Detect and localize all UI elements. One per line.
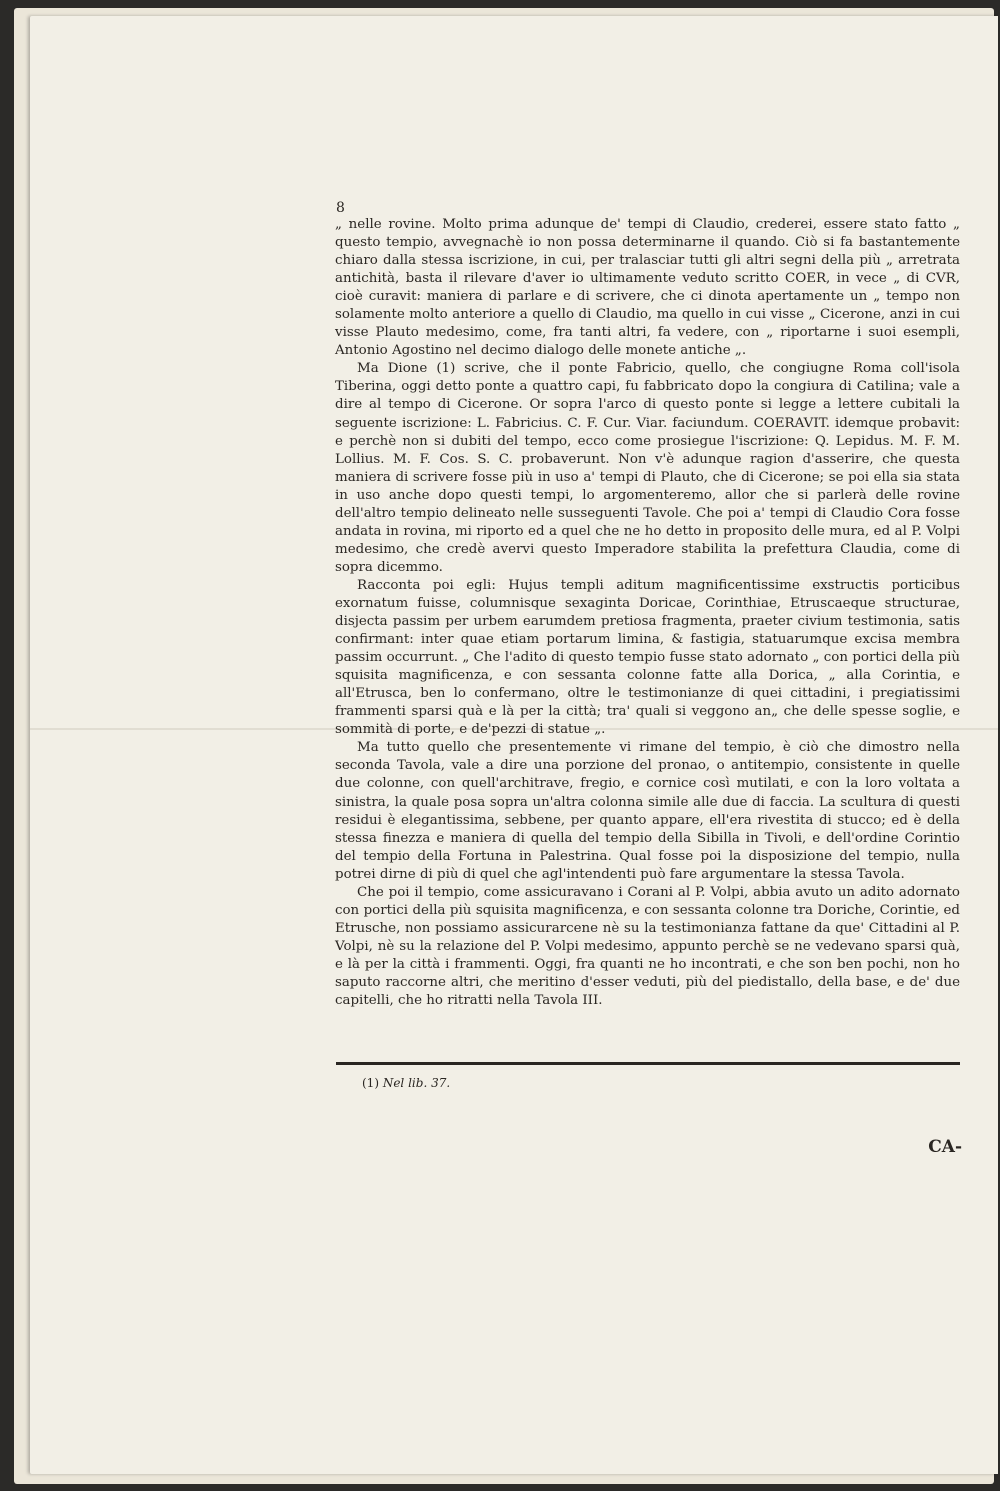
paragraph-5: Che poi il tempio, come assicuravano i Corani al P. Volpi, abbia avuto un adito adornato con portici della più squisita magnificenza, e con sessanta colonne tra Doriche, Corintie, ed Etrusche, non possiamo assicurarcene nè su la testimonianza fattane da que' Cittadini al P. Volpi, nè su la relazione del P. Volpi medesimo, appunto perchè se ne vedevano sparsi quà, e là per la città i frammenti. Oggi, fra quanti ne ho incontrati, e che son ben pochi, non ho saputo raccorne altri, che meritino d'esser veduti, più del piedistallo, della base, e de' due capitelli, che ho ritratti nella Tavola III. [335,884,960,1009]
paragraph-2: Ma Dione (1) scrive, che il ponte Fabricio, quello, che congiugne Roma coll'isola Tiberina, oggi detto ponte a quattro capi, fu fabbricato dopo la congiura di Catilina; vale a dire al tempo di Cicerone. Or sopra l'arco di questo ponte si legge a lettere cubitali la seguente iscrizione: L. Fabricius. C. F. Cur. Viar. faciundum. COERAVIT. idemque probavit: e perchè non si dubiti del tempo, ecco come prosiegue l'iscrizione: Q. Lepidus. M. F. M. Lollius. M. F. Cos. S. C. probaverunt. Non v'è adunque ragion d'asserire, che questa maniera di scrivere fosse più in uso a' tempi di Plauto, che di Cicerone; se poi ella sia stata in uso anche dopo questi tempi, lo argomenteremo, allor che si parlerà delle rovine dell'altro tempio delineato nelle susseguenti Tavole. Che poi a' tempi di Claudio Cora fosse andata in rovina, mi riporto ed a quel che ne ho detto in proposito delle mura, ed al P. Volpi medesimo, che credè avervi questo Imperadore stabilita la prefettura Claudia, come di sopra dicemmo. [335,361,960,575]
paragraph-3: Racconta poi egli: Hujus templi aditum magnificentissime exstructis porticibus exornatum fuisse, columnisque sexaginta Doricae, Corinthiae, Etruscaeque structurae, disjecta passim per urbem earumdem pretiosa fragmenta, praeter civium testimonia, satis confirmant: inter quae etiam portarum limina, & fastigia, statuarumque excisa membra passim occurrunt. „ Che l'adito di questo tempio fusse stato adornato „ con portici della più squisita magnificenza, e con sessanta colonne fatte alla Dorica, „ alla Corintia, e all'Etrusca, ben lo confermano, oltre le testimonianze di quei cittadini, i pregiatissimi frammenti sparsi quà e là per la città; tra' quali si veggono an„ che delle spesse soglie, e sommità di porte, e de'pezzi di statue „. [335,577,960,738]
catchword: CA- [928,1137,962,1157]
paragraph-4: Ma tutto quello che presentemente vi rimane del tempio, è ciò che dimostro nella seconda Tavola, vale a dire una porzione del pronao, o antitempio, consistente in quelle due colonne, con quell'architrave, fregio, e cornice così mutilati, e con la loro voltata a sinistra, la quale posa sopra un'altra colonna simile alle due di faccia. La scultura di questi residui è elegantissima, sebbene, per quanto appare, ell'era rivestita di stucco; ed è della stessa finezza e maniera di quella del tempio della Sibilla in Tivoli, e dell'ordine Corintio del tempio della Fortuna in Palestrina. Qual fosse poi la disposizione del tempio, nulla potrei dirne di più di quel che agl'intendenti può fare argumentare la stessa Tavola. [335,740,960,882]
paragraph-1: „ nelle rovine. Molto prima adunque de' tempi di Claudio, crederei, essere stato fatto „ questo tempio, avvegnachè io non possa determinarne il quando. Ciò si fa bastantemente chiaro dalla stessa iscrizione, in cui, per tralasciar tutti gli altri segni della più „ arretrata antichità, basta il rilevare d'aver io ultimamente veduto scritto COER, in vece „ di CVR, cioè curavit: maniera di parlare e di scrivere, che ci dinota apertamente un „ tempo non solamente molto anteriore a quello di Claudio, ma quello in cui visse „ Cicerone, anzi in cui visse Plauto medesimo, come, fra tanti altri, fa vedere, con „ riportarne i suoi esempli, Antonio Agostino nel decimo dialogo delle monete antiche „. [335,217,960,359]
main-text [335,216,960,1010]
footnote [362,1076,450,1090]
footnote-text: Nel lib. 37. [382,1076,451,1090]
footnote-divider [336,1062,960,1065]
footnote-marker: (1) [362,1076,379,1090]
page-number: 8 [336,200,345,216]
